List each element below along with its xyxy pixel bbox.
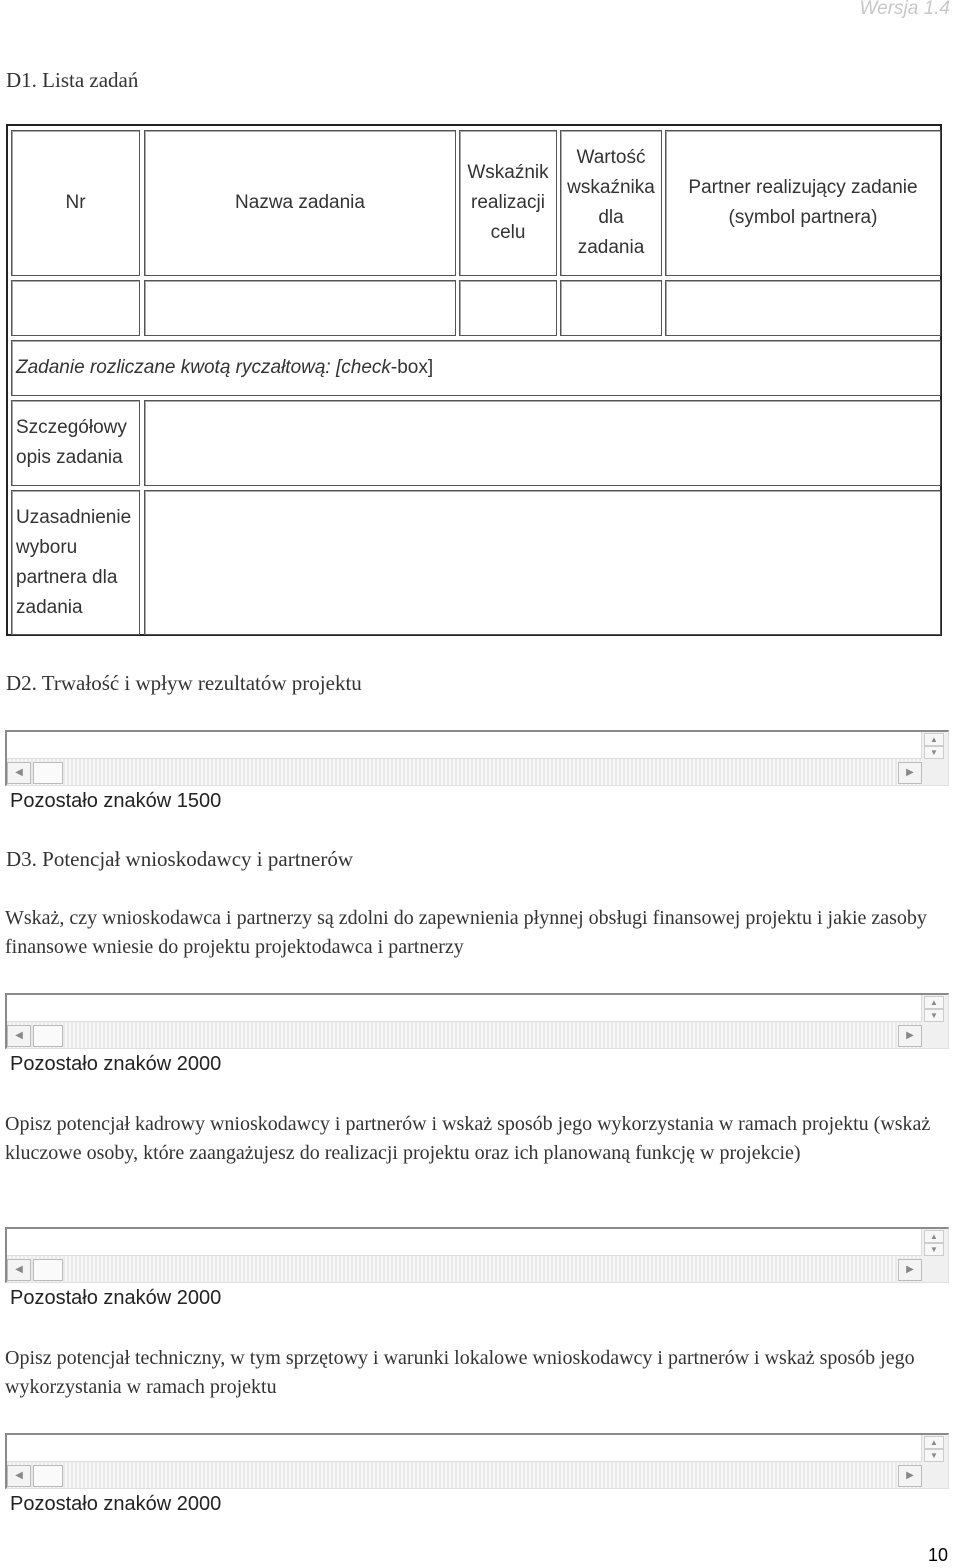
scroll-left-icon[interactable]: ◀ (7, 1465, 31, 1487)
vertical-scrollbar[interactable] (921, 1435, 948, 1463)
header-task-name: Nazwa zadania (144, 130, 456, 276)
input-task-name[interactable] (144, 280, 456, 336)
scroll-right-icon[interactable]: ▶ (898, 1025, 922, 1047)
d2-remaining-chars: Pozostało znaków 1500 (10, 790, 222, 812)
scroll-down-icon[interactable]: ▼ (924, 1243, 944, 1256)
label-task-details: Szczegółowy opis zadania (11, 400, 140, 486)
d3-staff-textarea[interactable] (5, 1227, 949, 1283)
scroll-down-icon[interactable]: ▼ (924, 1009, 944, 1022)
input-partner-justification[interactable] (144, 490, 941, 635)
d2-textarea[interactable] (5, 730, 949, 786)
vertical-scrollbar[interactable] (921, 732, 948, 760)
header-nr: Nr (11, 130, 140, 276)
lump-sum-checkbox-text: -box] (390, 357, 434, 378)
scroll-thumb[interactable] (33, 1259, 63, 1281)
d3-question-technical: Opisz potencjał techniczny, w tym sprzętowy i warunki lokalowe wnioskodawcy i partnerów i wskaż sposób jego wykorzystania w ramach projektu (5, 1347, 915, 1398)
scroll-thumb[interactable] (33, 762, 63, 784)
header-partner: Partner realizujący zadanie (symbol partnera) (665, 130, 941, 276)
d3-staff-remaining-chars: Pozostało znaków 2000 (10, 1287, 222, 1309)
input-indicator-value[interactable] (560, 280, 662, 336)
scroll-up-icon[interactable]: ▲ (924, 1436, 944, 1449)
section-d2-title: D2. Trwałość i wpływ rezultatów projektu (6, 671, 362, 695)
horizontal-scrollbar[interactable] (7, 758, 922, 785)
input-partner[interactable] (665, 280, 941, 336)
vertical-scrollbar[interactable] (921, 1229, 948, 1257)
d3-technical-textarea[interactable] (5, 1433, 949, 1489)
scroll-right-icon[interactable]: ▶ (898, 762, 922, 784)
scroll-down-icon[interactable]: ▼ (924, 746, 944, 759)
d3-financial-textarea[interactable] (5, 993, 949, 1049)
scroll-thumb[interactable] (33, 1465, 63, 1487)
d3-question-staff: Opisz potencjał kadrowy wnioskodawcy i partnerów i wskaż sposób jego wykorzystania w ramach projektu (wskaż kluczowe osoby, które zaangażujesz do realizacji projektu oraz ich planowaną funkcję w projekcie) (5, 1113, 931, 1164)
version-label: Wersja 1.4 (859, 0, 950, 19)
task-table (6, 124, 942, 636)
scroll-thumb[interactable] (33, 1025, 63, 1047)
header-indicator-value: Wartość wskaźnika dla zadania (560, 130, 662, 276)
scroll-left-icon[interactable]: ◀ (7, 1025, 31, 1047)
horizontal-scrollbar[interactable] (7, 1461, 922, 1488)
input-nr[interactable] (11, 280, 140, 336)
scroll-right-icon[interactable]: ▶ (898, 1259, 922, 1281)
horizontal-scrollbar[interactable] (7, 1255, 922, 1282)
section-d1-title: D1. Lista zadań (6, 68, 139, 92)
label-partner-justification: Uzasadnienie wyboru partnera dla zadania (11, 490, 140, 635)
scroll-up-icon[interactable]: ▲ (924, 733, 944, 746)
scroll-down-icon[interactable]: ▼ (924, 1449, 944, 1462)
horizontal-scrollbar[interactable] (7, 1021, 922, 1048)
section-d3-title: D3. Potencjał wnioskodawcy i partnerów (6, 847, 354, 871)
lump-sum-row[interactable] (11, 340, 941, 396)
d3-financial-remaining-chars: Pozostało znaków 2000 (10, 1053, 222, 1075)
input-task-details[interactable] (144, 400, 941, 486)
scroll-left-icon[interactable]: ◀ (7, 762, 31, 784)
scroll-right-icon[interactable]: ▶ (898, 1465, 922, 1487)
d3-question-financial: Wskaż, czy wnioskodawca i partnerzy są zdolni do zapewnienia płynnej obsługi finansowej projektu i jakie zasoby finansowe wniesie do projektu projektodawca i partnerzy (5, 907, 927, 958)
page-number: 10 (927, 1545, 948, 1565)
scroll-left-icon[interactable]: ◀ (7, 1259, 31, 1281)
scroll-up-icon[interactable]: ▲ (924, 1230, 944, 1243)
input-indicator[interactable] (459, 280, 557, 336)
vertical-scrollbar[interactable] (921, 995, 948, 1023)
header-indicator: Wskaźnik realizacji celu (459, 130, 557, 276)
scroll-up-icon[interactable]: ▲ (924, 996, 944, 1009)
lump-sum-label: Zadanie rozliczane kwotą ryczałtową: [check (16, 357, 391, 378)
d3-technical-remaining-chars: Pozostało znaków 2000 (10, 1493, 222, 1515)
